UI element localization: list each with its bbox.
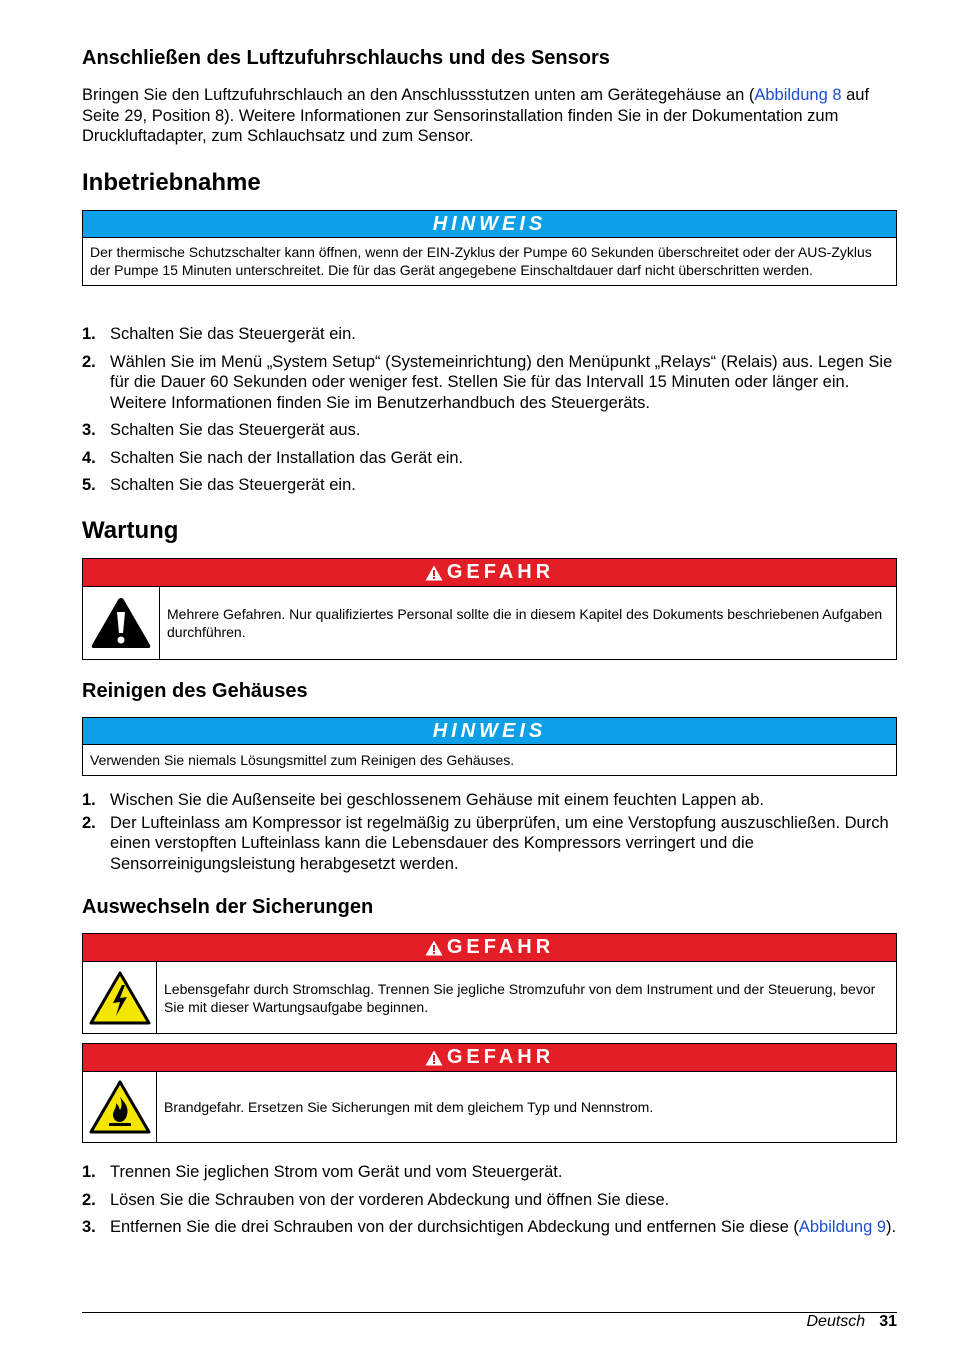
- fire-hazard-icon: [83, 1072, 157, 1142]
- list-item: 3. Entfernen Sie die drei Schrauben von der durchsichtigen Abdeckung und entfernen Sie diese (Abbildung 9).: [82, 1218, 897, 1236]
- notice-text: Der thermische Schutzschalter kann öffnen, wenn der EIN-Zyklus der Pumpe 60 Sekunden überschreitet oder der AUS-Zyklus der Pumpe 15 Minuten unterschreitet. Die für das Gerät angegebene Einschaltdauer darf nicht überschritten werden.: [90, 244, 872, 278]
- danger-box-wartung: [82, 558, 897, 660]
- warning-triangle-icon: [425, 565, 443, 581]
- notice-label: HINWEIS: [83, 718, 896, 745]
- footer-language: Deutsch: [806, 1313, 866, 1330]
- section-heading-sicherungen: Auswechseln der Sicherungen: [82, 896, 374, 918]
- steps-list-inbetriebnahme: [82, 324, 897, 496]
- footer-divider: [82, 1312, 897, 1313]
- notice-box-reinigen: [82, 717, 897, 776]
- danger-label: GEFAHR: [446, 936, 555, 958]
- warning-triangle-icon: [425, 1050, 443, 1066]
- danger-box-brand: [82, 1043, 897, 1143]
- notice-box-inbetriebnahme: [82, 210, 897, 286]
- link-abbildung-8[interactable]: Abbildung 8: [754, 86, 842, 104]
- danger-text: Brandgefahr. Ersetzen Sie Sicherungen mit dem gleichem Typ und Nennstrom.: [164, 1099, 654, 1115]
- list-item: 1. Schalten Sie das Steuergerät ein.: [82, 325, 356, 343]
- warning-triangle-icon: [425, 940, 443, 956]
- section-heading-luftzufuhr: Anschließen des Luftzufuhrschlauchs und des Sensors: [82, 47, 610, 69]
- danger-box-stromschlag: [82, 933, 897, 1034]
- list-item: 1. Wischen Sie die Außenseite bei geschlossenem Gehäuse mit einem feuchten Lappen ab.: [82, 791, 764, 809]
- electric-shock-icon: [83, 962, 157, 1033]
- section-heading-wartung: Wartung: [82, 517, 179, 544]
- notice-label: HINWEIS: [83, 211, 896, 238]
- list-item: 1. Trennen Sie jeglichen Strom vom Gerät und vom Steuergerät.: [82, 1163, 563, 1181]
- danger-text: Mehrere Gefahren. Nur qualifiziertes Personal sollte die in diesem Kapitel des Dokuments beschriebenen Aufgaben durchführen.: [167, 606, 883, 640]
- page-footer: [807, 1312, 898, 1332]
- danger-text: Lebensgefahr durch Stromschlag. Trennen Sie jegliche Stromzufuhr von dem Instrument und der Steuerung, bevor Sie mit dieser Wartungsaufgabe beginnen.: [164, 980, 876, 1015]
- list-item: 5. Schalten Sie das Steuergerät ein.: [82, 476, 356, 494]
- link-abbildung-9[interactable]: Abbildung 9: [798, 1218, 887, 1236]
- list-item: 2. Der Lufteinlass am Kompressor ist regelmäßig zu überprüfen, um eine Verstopfung auszuschließen. Durch einen verstopften Lufteinlass kann die Lebensdauer des Kompressors verringert und die Sensorreinigungsleistung herabgesetzt werden.: [82, 813, 889, 873]
- steps-list-reinigen: [82, 790, 897, 874]
- general-hazard-icon: [83, 587, 160, 659]
- notice-text: Verwenden Sie niemals Lösungsmittel zum Reinigen des Gehäuses.: [90, 752, 515, 768]
- section-paragraph-luftzufuhr: Bringen Sie den Luftzufuhrschlauch an den Anschlussstutzen unten am Gerätegehäuse an (Abbildung 8 auf Seite 29, Position 8). Weitere Informationen zur Sensorinstallation finden Sie in der Dokumentation zum Druckluftadapter, zum Schlauchsatz und zum Sensor.: [82, 86, 870, 145]
- danger-label: GEFAHR: [446, 1046, 555, 1068]
- list-item: 2. Wählen Sie im Menü „System Setup“ (Systemeinrichtung) den Menüpunkt „Relays“ (Relais) aus. Legen Sie für die Dauer 60 Sekunden oder weniger fest. Stellen Sie für das Intervall 15 Minuten oder länger ein. Weitere Informationen finden Sie im Benutzerhandbuch des Steuergeräts.: [82, 352, 893, 412]
- danger-label: GEFAHR: [446, 561, 555, 583]
- section-heading-reinigen: Reinigen des Gehäuses: [82, 680, 308, 702]
- list-item: 2. Lösen Sie die Schrauben von der vorderen Abdeckung und öffnen Sie diese.: [82, 1190, 670, 1209]
- list-item: 3. Schalten Sie das Steuergerät aus.: [82, 421, 361, 439]
- section-heading-inbetriebnahme: Inbetriebnahme: [82, 169, 261, 196]
- steps-list-sicherungen: [82, 1162, 897, 1238]
- list-item: 4. Schalten Sie nach der Installation das Gerät ein.: [82, 448, 464, 467]
- page-number: 31: [879, 1313, 897, 1330]
